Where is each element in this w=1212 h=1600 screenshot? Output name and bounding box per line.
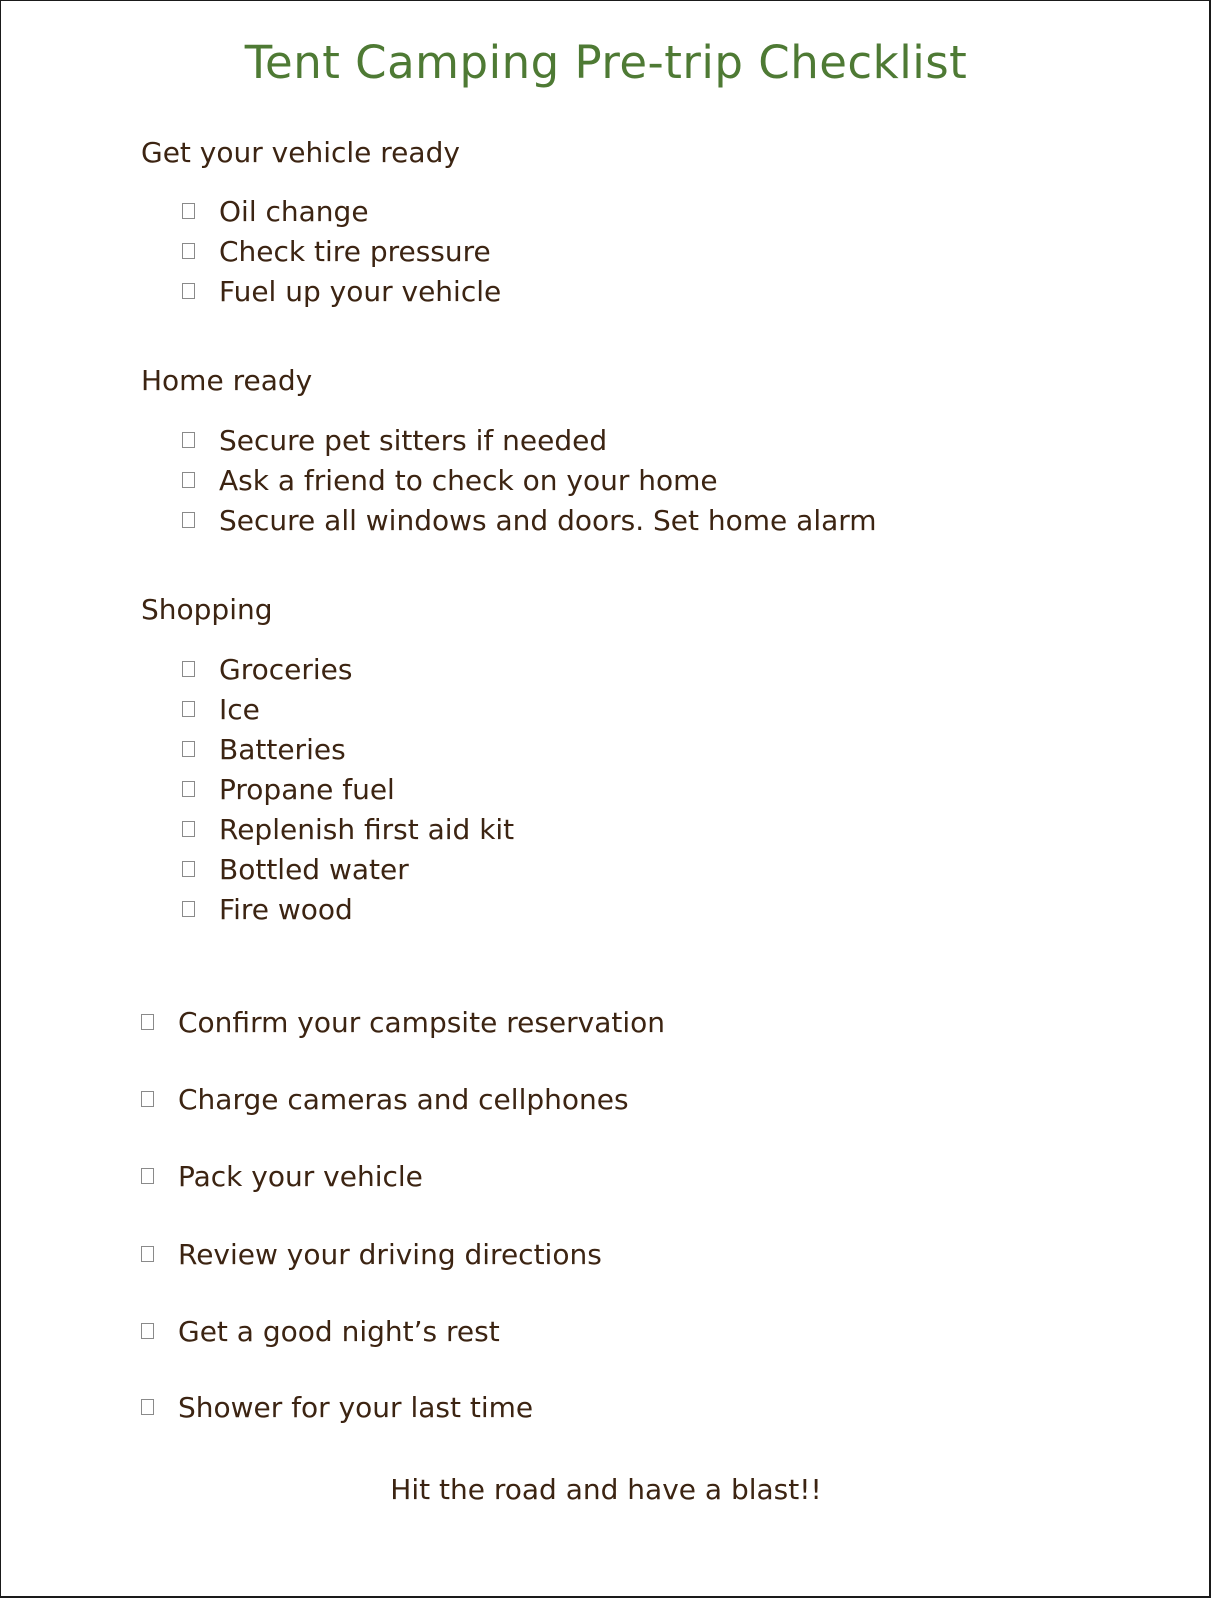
section-heading-home: Home ready [141, 364, 313, 397]
checkbox-icon[interactable] [182, 701, 195, 717]
checklist-item-label: Secure all windows and doors. Set home alarm [219, 503, 877, 537]
checklist-item-label: Shower for your last time [178, 1390, 534, 1424]
checkbox-icon[interactable] [141, 1399, 154, 1415]
page-title: Tent Camping Pre-trip Checklist [244, 36, 968, 89]
checkbox-icon[interactable] [182, 512, 195, 528]
checklist-item-label: Replenish first aid kit [219, 812, 515, 846]
checklist-item[interactable] [182, 503, 877, 537]
checklist-item[interactable] [182, 194, 369, 228]
checklist-item-label: Get a good night’s rest [178, 1314, 500, 1348]
checklist-item-label: Bottled water [219, 852, 409, 886]
checkbox-icon[interactable] [182, 283, 195, 299]
checklist-item-label: Secure pet sitters if needed [219, 423, 608, 457]
checkbox-icon[interactable] [182, 781, 195, 797]
checklist-item-general[interactable] [141, 1314, 500, 1348]
checklist-item-label: Fire wood [219, 892, 353, 926]
checklist-item[interactable] [182, 812, 514, 846]
checkbox-icon[interactable] [182, 203, 195, 219]
checklist-item-label: Propane fuel [219, 772, 395, 806]
checklist-item[interactable] [182, 692, 260, 726]
checklist-item-general[interactable] [141, 1082, 629, 1116]
checklist-item-general[interactable] [141, 1005, 665, 1039]
checkbox-icon[interactable] [182, 243, 195, 259]
checklist-item[interactable] [182, 234, 491, 268]
checklist-item-label: Fuel up your vehicle [219, 274, 502, 308]
checklist-item[interactable] [182, 274, 501, 308]
checklist-item-label: Groceries [219, 652, 353, 686]
checklist-item[interactable] [182, 892, 353, 926]
section-heading-vehicle: Get your vehicle ready [141, 136, 460, 169]
checklist-item-label: Confirm your campsite reservation [178, 1005, 666, 1039]
checkbox-icon[interactable] [141, 1014, 154, 1030]
checklist-item-label: Ice [219, 692, 260, 726]
checklist-item[interactable] [182, 732, 346, 766]
checklist-item-label: Pack your vehicle [178, 1159, 423, 1193]
checkbox-icon[interactable] [182, 661, 195, 677]
checklist-item-label: Review your driving directions [178, 1237, 602, 1271]
checklist-item-label: Oil change [219, 194, 369, 228]
checklist-item-general[interactable] [141, 1237, 602, 1271]
checklist-item-label: Ask a friend to check on your home [219, 463, 718, 497]
checklist-item[interactable] [182, 652, 352, 686]
checklist-item-label: Batteries [219, 732, 346, 766]
section-heading-shopping: Shopping [141, 593, 273, 626]
checklist-item[interactable] [182, 852, 409, 886]
checkbox-icon[interactable] [141, 1323, 154, 1339]
checklist-item-general[interactable] [141, 1390, 533, 1424]
checklist-item[interactable] [182, 463, 718, 497]
checkbox-icon[interactable] [141, 1091, 154, 1107]
checkbox-icon[interactable] [182, 861, 195, 877]
checkbox-icon[interactable] [182, 741, 195, 757]
checklist-item[interactable] [182, 423, 607, 457]
checkbox-icon[interactable] [182, 901, 195, 917]
closing-message: Hit the road and have a blast!! [390, 1473, 822, 1506]
checkbox-icon[interactable] [182, 472, 195, 488]
checkbox-icon[interactable] [141, 1168, 154, 1184]
checkbox-icon[interactable] [182, 821, 195, 837]
checkbox-icon[interactable] [141, 1246, 154, 1262]
checkbox-icon[interactable] [182, 432, 195, 448]
checklist-item[interactable] [182, 772, 395, 806]
checklist-item-label: Charge cameras and cellphones [178, 1082, 629, 1116]
checklist-item-label: Check tire pressure [219, 234, 491, 268]
checklist-item-general[interactable] [141, 1159, 423, 1193]
